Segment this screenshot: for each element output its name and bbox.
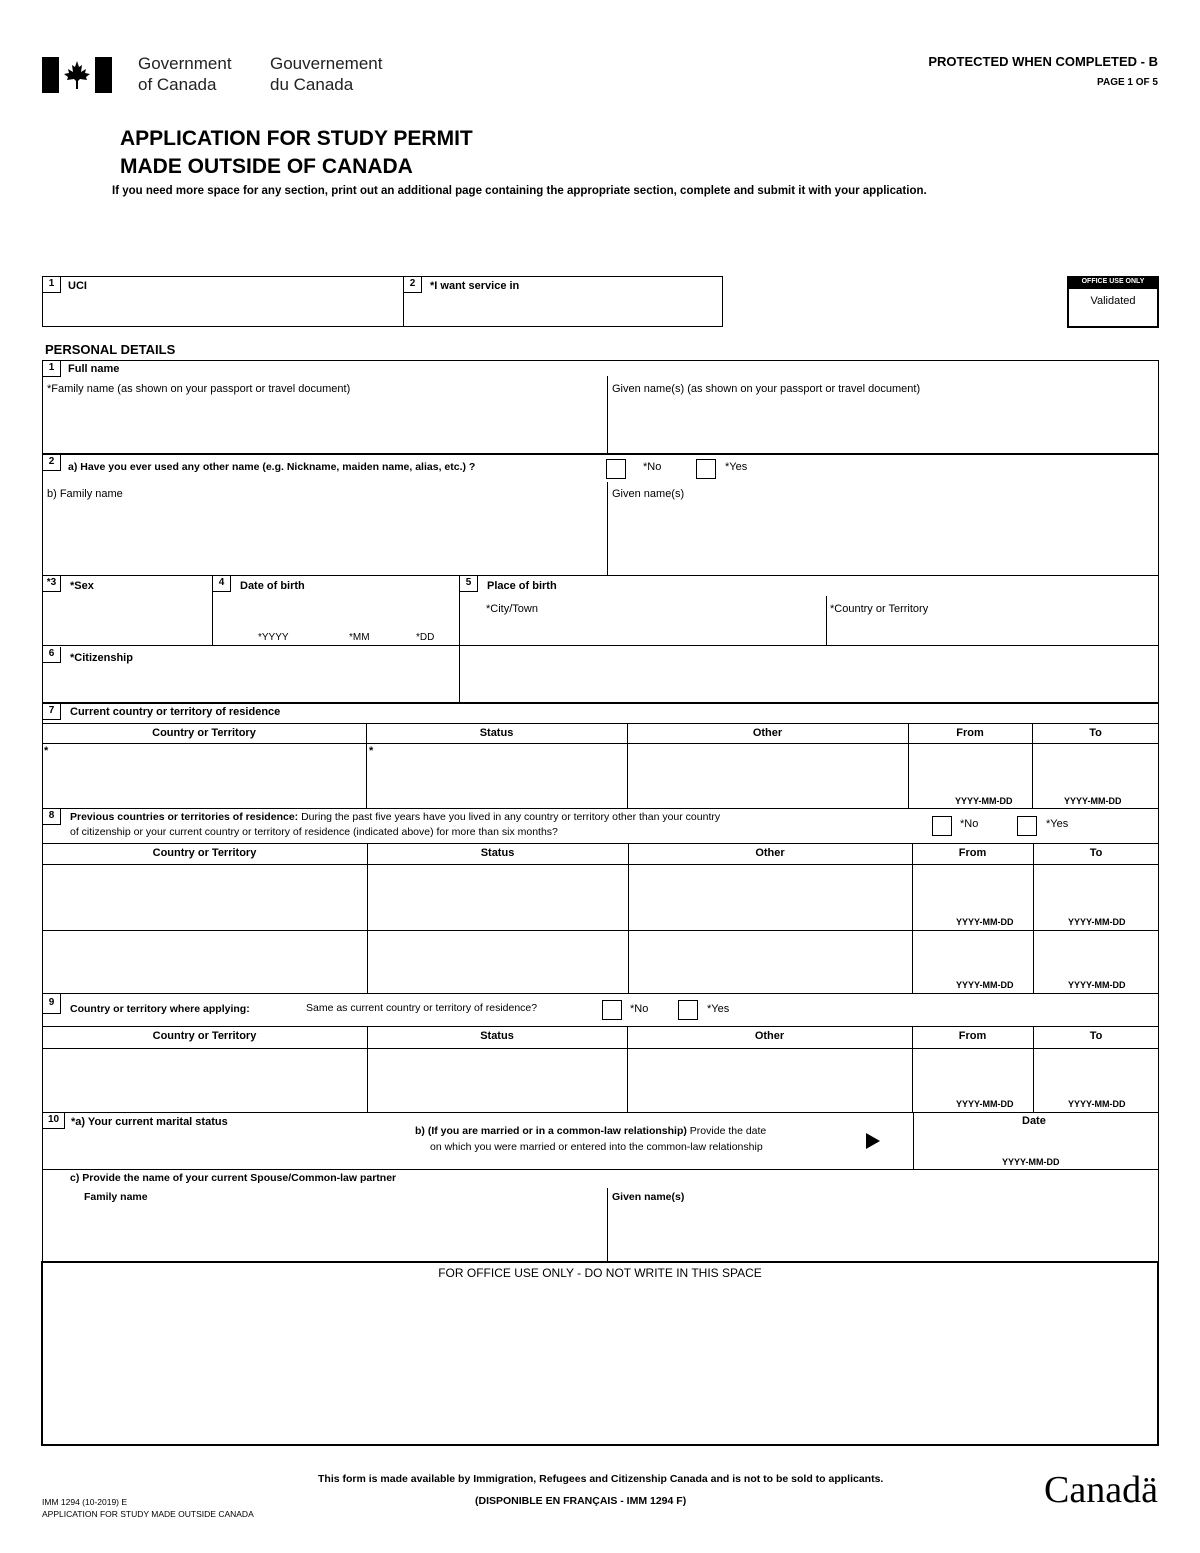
divider (607, 376, 608, 453)
q8-row2-other-input[interactable] (631, 933, 909, 991)
marital-status-select[interactable] (45, 1133, 405, 1165)
q8-row2-from-date[interactable] (915, 933, 1030, 973)
q2-given-label: Given name(s) (612, 488, 685, 500)
q6-number: 6 (43, 647, 61, 663)
q8-col-other: Other (755, 847, 785, 859)
q8-col-from: From (958, 847, 987, 859)
q8-question-line1 (70, 811, 720, 824)
sex-select[interactable] (45, 598, 209, 642)
dob-day-input[interactable] (405, 598, 450, 628)
spouse-given-label: Given name(s) (612, 1191, 685, 1203)
divider (42, 1026, 1159, 1027)
q7-col-country: Country or Territory (152, 727, 256, 739)
service-language-select[interactable] (406, 296, 720, 324)
marriage-date-input[interactable] (916, 1130, 1155, 1154)
other-given-name-input[interactable] (610, 505, 1155, 571)
q10b-text2: on which you were married or entered into the common-law relationship (430, 1141, 763, 1153)
q8-number: 8 (43, 809, 61, 825)
marriage-date-format: YYYY-MM-DD (1002, 1157, 1060, 1167)
divider (42, 930, 1159, 931)
dob-year-label: *YYYY (258, 632, 289, 643)
q3-number: *3 (43, 576, 61, 592)
q2-no-label: *No (643, 461, 662, 473)
marriage-date-label: Date (1022, 1115, 1046, 1127)
q7-col-status: Status (479, 727, 514, 739)
q8-yes-checkbox[interactable] (1017, 816, 1037, 836)
spouse-family-label: Family name (84, 1191, 148, 1203)
q8-row1-country-select[interactable] (45, 867, 364, 927)
q2-yes-label: *Yes (725, 461, 748, 473)
q7-col-from: From (956, 727, 984, 739)
q10b-bold: b) (If you are married or in a common-law relationship) (415, 1125, 687, 1137)
divider (42, 1048, 1159, 1049)
divider (912, 843, 913, 994)
instruction-text: If you need more space for any section, print out an additional page containing the appropriate section, complete and submit it with your application. (112, 185, 927, 197)
divider (42, 575, 1159, 576)
q7-to-date[interactable] (1035, 760, 1155, 790)
q7-status-required: * (369, 745, 374, 757)
personal-details-heading: PERSONAL DETAILS (45, 342, 176, 357)
q5-number: 5 (460, 576, 478, 592)
q9-col-other: Other (754, 1030, 785, 1042)
q8-row1-to-date[interactable] (1036, 867, 1155, 907)
uci-number: 1 (43, 277, 61, 293)
q1-label: Full name (68, 363, 120, 375)
spouse-family-name-input[interactable] (45, 1208, 603, 1258)
divider (459, 575, 460, 703)
gov-en-line2: of Canada (138, 75, 217, 94)
q1-family-label: *Family name (as shown on your passport or travel document) (47, 383, 351, 395)
form-name: APPLICATION FOR STUDY MADE OUTSIDE CANADA (42, 1509, 254, 1519)
service-label: *I want service in (430, 280, 520, 292)
q8-row1-other-input[interactable] (631, 867, 909, 927)
q10c-label: c) Provide the name of your current Spouse/Common-law partner (70, 1172, 397, 1184)
q10-label: *a) Your current marital status (71, 1116, 228, 1128)
q8-bold-label: Previous countries or territories of residence: (70, 811, 299, 823)
q7-label: Current country or territory of residence (70, 706, 281, 718)
q8-no-checkbox[interactable] (932, 816, 952, 836)
q9-country-select[interactable] (45, 1051, 364, 1109)
dob-day-label: *DD (416, 632, 435, 643)
q7-number: 7 (43, 704, 61, 720)
q7-status-select[interactable] (369, 760, 624, 805)
q9-col-to: To (1089, 1030, 1103, 1042)
q9-text: Same as current country or territory of residence? (306, 1002, 538, 1014)
q9-yes-label: *Yes (707, 1003, 730, 1015)
footer-french: (DISPONIBLE EN FRANÇAIS - IMM 1294 F) (475, 1495, 687, 1507)
divider (913, 1112, 914, 1169)
q9-bold-label: Country or territory where applying: (70, 1003, 250, 1015)
q9-yes-checkbox[interactable] (678, 1000, 698, 1020)
divider (628, 843, 629, 994)
city-label: *City/Town (486, 603, 538, 615)
service-number: 2 (404, 277, 422, 293)
divider (42, 645, 1159, 646)
q4-number: 4 (213, 576, 231, 592)
form-title-line2: MADE OUTSIDE OF CANADA (120, 155, 413, 178)
q8-row2-status-select[interactable] (370, 933, 625, 991)
q9-number: 9 (43, 994, 61, 1014)
q8-row2-country-select[interactable] (45, 933, 364, 991)
q8-row2-to-format: YYYY-MM-DD (1068, 980, 1126, 990)
dob-month-label: *MM (349, 632, 370, 643)
divider (607, 1188, 608, 1262)
divider (607, 482, 608, 575)
q1-given-label: Given name(s) (as shown on your passport or travel document) (612, 383, 921, 395)
q7-from-format: YYYY-MM-DD (955, 796, 1013, 806)
q9-other-input[interactable] (630, 1051, 909, 1109)
q2-family-label: b) Family name (47, 488, 123, 500)
canada-flag-logo (42, 57, 112, 93)
q9-status-select[interactable] (370, 1051, 624, 1109)
q7-to-format: YYYY-MM-DD (1064, 796, 1122, 806)
divider (42, 743, 1159, 744)
q8-text-line2: of citizenship or your current country or territory of residence (indicated above) for more than six months? (70, 826, 558, 838)
maple-leaf-icon (62, 59, 92, 91)
given-name-input[interactable] (610, 400, 1155, 450)
q7-country-select[interactable] (45, 760, 363, 805)
q8-yes-label: *Yes (1046, 818, 1069, 830)
office-use-label: OFFICE USE ONLY (1081, 278, 1145, 285)
q10b-line1 (415, 1125, 766, 1138)
other-family-name-input[interactable] (45, 505, 603, 571)
spouse-given-name-input[interactable] (610, 1208, 1155, 1258)
arrow-right-icon (866, 1133, 880, 1149)
q9-no-label: *No (630, 1003, 649, 1015)
citizenship-select[interactable] (45, 668, 455, 700)
canada-wordmark: Canadä (1044, 1469, 1158, 1511)
uci-label: UCI (68, 280, 87, 292)
q7-other-input[interactable] (630, 760, 905, 805)
form-code: IMM 1294 (10-2019) E (42, 1497, 128, 1507)
q8-no-label: *No (960, 818, 979, 830)
validated-label: Validated (1090, 295, 1136, 307)
office-use-text: FOR OFFICE USE ONLY - DO NOT WRITE IN THIS SPACE (438, 1266, 762, 1280)
q5-label: Place of birth (487, 580, 557, 592)
divider (42, 843, 1159, 844)
q2-no-checkbox[interactable] (606, 459, 626, 479)
birth-country-label: *Country or Territory (830, 603, 929, 615)
q10-number: 10 (43, 1113, 65, 1129)
q7-col-to: To (1089, 727, 1102, 739)
gov-en-line1: Government (138, 54, 232, 73)
divider (42, 453, 1159, 455)
q9-no-checkbox[interactable] (602, 1000, 622, 1020)
q8-col-status: Status (480, 847, 515, 859)
footer-notice: This form is made available by Immigration, Refugees and Citizenship Canada and is not to be sold to applicants. (318, 1473, 884, 1485)
q7-from-date[interactable] (911, 760, 1029, 790)
q1-number: 1 (43, 361, 61, 377)
office-use-area (41, 1261, 1159, 1446)
q8-row1-from-date[interactable] (915, 867, 1030, 907)
q9-to-format: YYYY-MM-DD (1068, 1099, 1126, 1109)
q9-col-from: From (958, 1030, 987, 1042)
q8-col-to: To (1089, 847, 1103, 859)
q2-number: 2 (43, 455, 61, 471)
q8-row1-to-format: YYYY-MM-DD (1068, 917, 1126, 927)
dob-month-input[interactable] (335, 598, 380, 628)
q8-text-line1: During the past five years have you lived in any country or territory other than your country (298, 811, 721, 823)
q8-row1-status-select[interactable] (370, 867, 625, 927)
divider (42, 723, 1159, 724)
family-name-input[interactable] (45, 400, 603, 450)
q8-row1-from-format: YYYY-MM-DD (956, 917, 1014, 927)
protected-label: PROTECTED WHEN COMPLETED - B (928, 54, 1158, 69)
divider (42, 1169, 1159, 1170)
divider (42, 864, 1159, 865)
q7-country-required: * (44, 745, 49, 757)
gov-fr-line1: Gouvernement (270, 54, 383, 73)
q7-col-other: Other (752, 727, 783, 739)
q6-label: *Citizenship (70, 652, 133, 664)
birth-country-select[interactable] (829, 617, 1155, 643)
dob-year-input[interactable] (250, 598, 310, 628)
q9-to-date[interactable] (1036, 1051, 1155, 1091)
uci-input[interactable] (45, 296, 400, 324)
q9-from-date[interactable] (915, 1051, 1030, 1091)
q8-row2-from-format: YYYY-MM-DD (956, 980, 1014, 990)
q8-row2-to-date[interactable] (1036, 933, 1155, 973)
birth-city-input[interactable] (483, 617, 823, 643)
divider (367, 843, 368, 994)
q2-label: a) Have you ever used any other name (e.g. Nickname, maiden name, alias, etc.) ? (68, 461, 476, 473)
q10b-text1: Provide the date (686, 1125, 767, 1137)
q9-from-format: YYYY-MM-DD (956, 1099, 1014, 1109)
page-indicator: PAGE 1 OF 5 (1097, 77, 1158, 88)
gov-fr-line2: du Canada (270, 75, 354, 94)
divider (1033, 843, 1034, 994)
q9-col-status: Status (480, 1030, 514, 1042)
q4-label: Date of birth (240, 580, 305, 592)
q3-label: *Sex (70, 580, 94, 592)
q8-col-country: Country or Territory (152, 847, 257, 859)
q9-col-country: Country or Territory (152, 1030, 257, 1042)
q2-yes-checkbox[interactable] (696, 459, 716, 479)
form-title-line1: APPLICATION FOR STUDY PERMIT (120, 127, 473, 150)
divider (826, 596, 827, 645)
